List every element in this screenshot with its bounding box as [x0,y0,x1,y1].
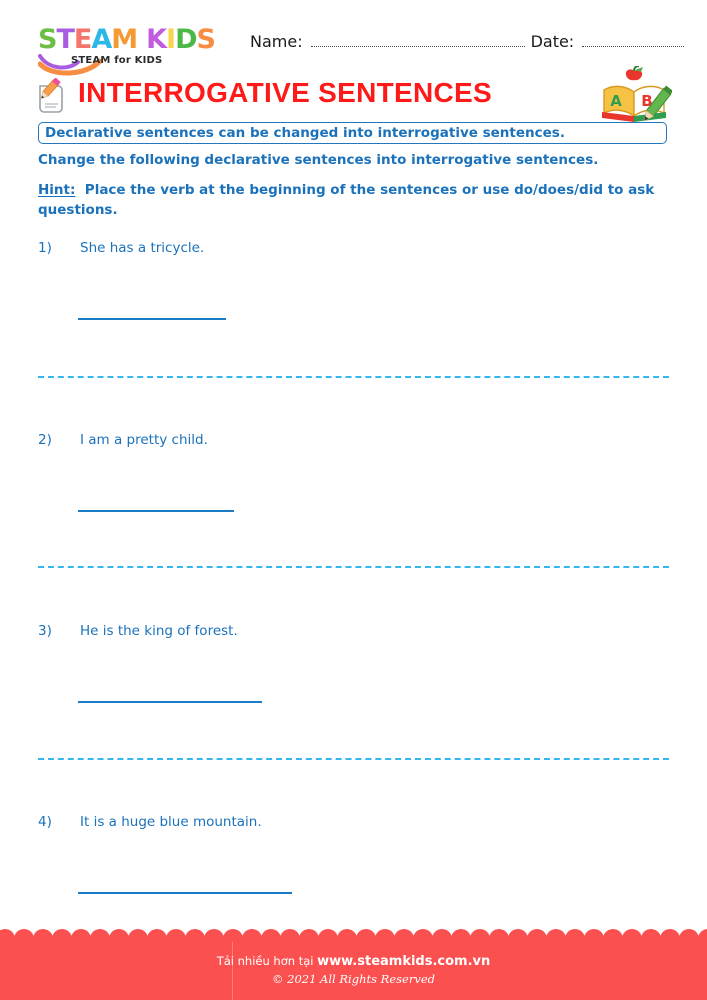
answer-line-2[interactable] [78,510,234,512]
footer-divider [232,942,233,1000]
separator-2 [38,566,669,568]
steam-kids-logo [38,26,238,76]
page-footer [0,938,707,1000]
hint-label: Hint: [38,182,76,198]
answer-line-4[interactable] [78,892,292,894]
footer-website-link[interactable]: www.steamkids.com.vn [317,954,491,969]
logo-wordmark [38,26,215,54]
footer-attribution [0,954,707,969]
question-item-2 [38,432,678,612]
callout-box [38,122,667,144]
hint-text: Place the verb at the beginning of the sentences or use do/does/did to ask questions. [38,182,655,218]
logo-letter-e: E [73,24,92,55]
question-number: 3) [38,623,52,639]
logo-letter-a: A [91,24,112,55]
title-row [0,78,707,118]
svg-text:B: B [641,92,653,110]
logo-letter-i: I [166,24,176,55]
callout-text: Declarative sentences can be changed into interrogative sentences. [45,125,565,141]
footer-prefix: Tải nhiều hơn tại [216,954,318,968]
page-title: INTERROGATIVE SENTENCES [78,77,492,108]
question-number: 4) [38,814,52,830]
question-item-3 [38,623,678,803]
question-number: 2) [38,432,52,448]
name-input-line[interactable] [311,34,525,47]
answer-line-1[interactable] [78,318,226,320]
abc-book-apple-pencil-icon [600,66,672,128]
note-pencil-icon [32,78,70,116]
scallop-edge-decoration [0,929,707,949]
date-label: Date: [530,32,575,51]
directive-text: Change the following declarative sentences into interrogative sentences. [38,152,599,168]
answer-line-3[interactable] [78,701,262,703]
svg-text:A: A [610,92,622,110]
date-input-line[interactable] [582,34,684,47]
separator-1 [38,376,669,378]
question-sentence: It is a huge blue mountain. [80,814,262,830]
logo-letter-s2: S [196,24,215,55]
logo-letter-k: K [146,24,167,55]
name-date-row [250,32,690,58]
logo-letter-t: T [56,24,74,55]
question-item-1 [38,240,678,420]
question-number: 1) [38,240,52,256]
logo-letter-m: M [111,24,138,55]
logo-letter-d: D [175,24,197,55]
separator-3 [38,758,669,760]
footer-copyright: © 2021 All Rights Reserved [271,972,435,986]
hint-block [38,180,668,220]
logo-letter-s1: S [38,24,57,55]
name-label: Name: [250,32,303,51]
logo-tagline: STEAM for KIDS [71,55,163,66]
question-sentence: He is the king of forest. [80,623,238,639]
question-sentence: I am a pretty child. [80,432,208,448]
question-sentence: She has a tricycle. [80,240,205,256]
